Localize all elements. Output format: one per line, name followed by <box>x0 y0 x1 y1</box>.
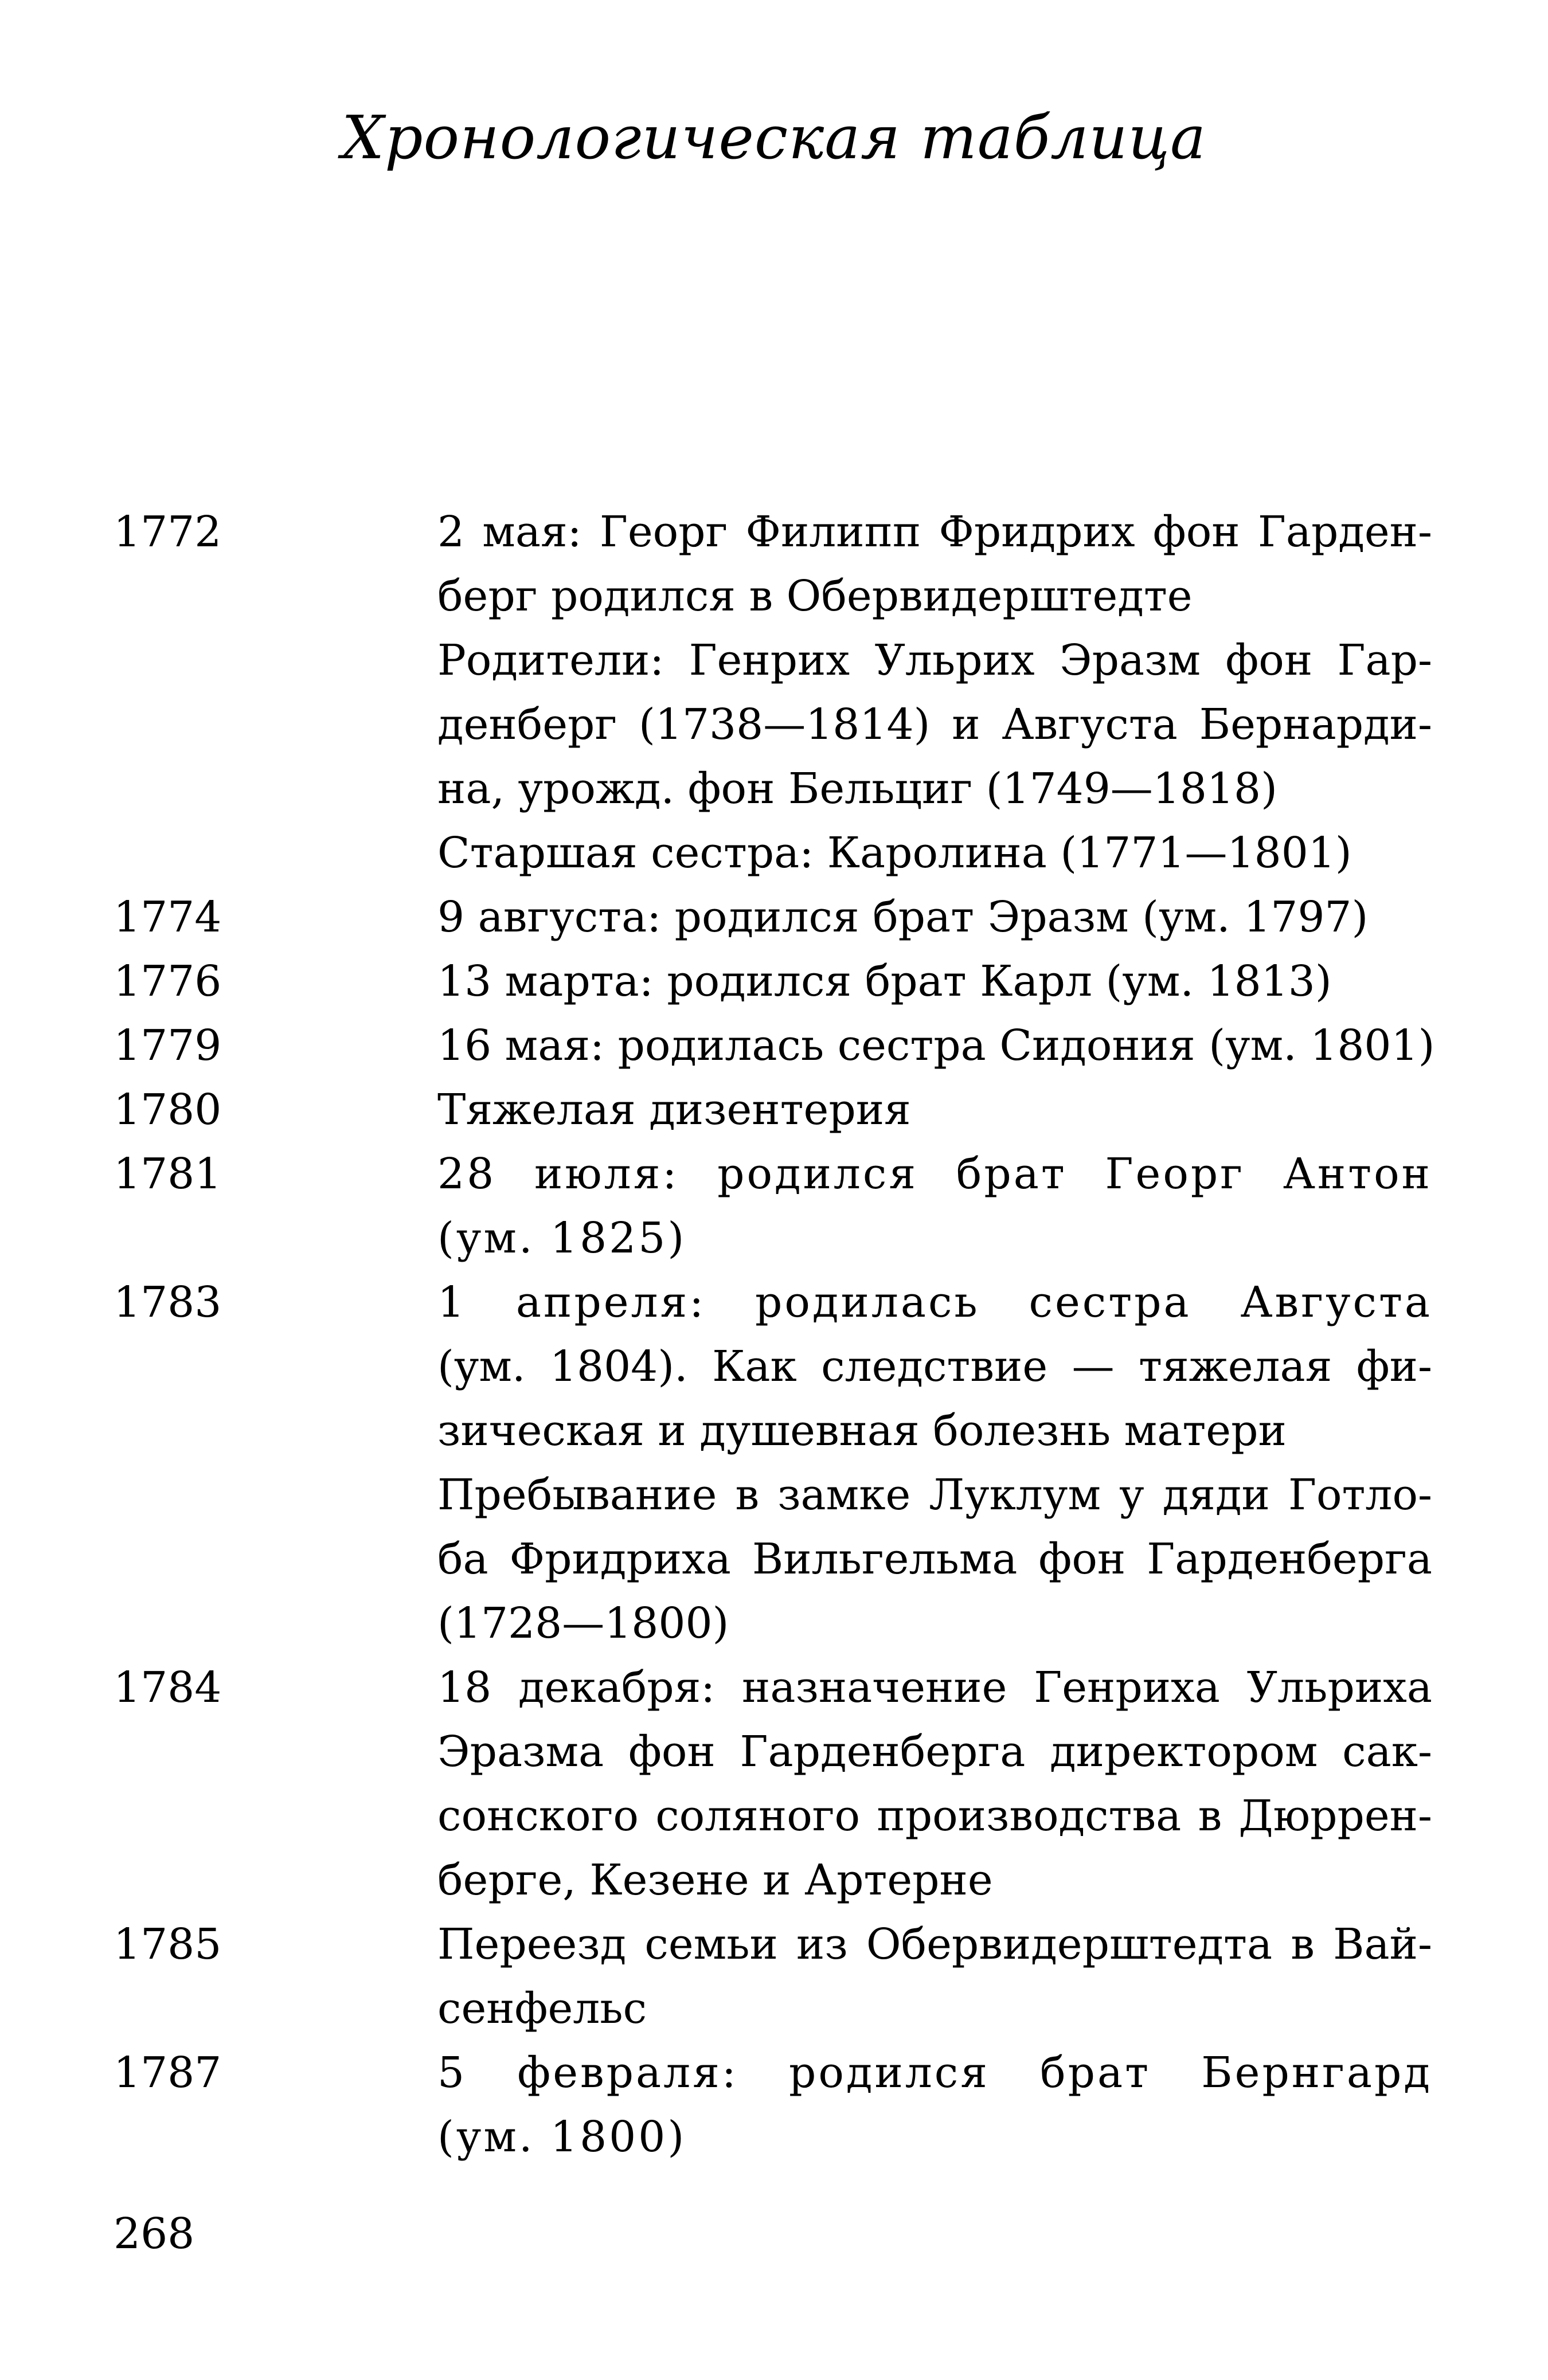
entry-year: 1783 <box>114 1278 222 1327</box>
chronology-entry <box>114 949 1432 1013</box>
entry-line: берге, Кезене и Артерне <box>437 1856 993 1905</box>
chronology-entry <box>114 1142 1432 1270</box>
entry-year: 1787 <box>114 2048 222 2097</box>
entry-line: на, урожд. фон Бельциг (1749—1818) <box>437 764 1278 813</box>
page-title: Хронологическая таблица <box>341 103 1207 173</box>
entry-text <box>437 1142 1432 1270</box>
entry-line: 16 мая: родилась сестра Сидония (ум. 1801) <box>437 1021 1435 1070</box>
entry-text <box>437 2041 1432 2169</box>
entry-year: 1785 <box>114 1920 222 1969</box>
entry-line: (ум. 1800) <box>437 2112 687 2162</box>
entry-text <box>437 1270 1432 1655</box>
entry-year: 1779 <box>114 1021 222 1070</box>
entry-text <box>437 1078 1432 1142</box>
entry-line: Родители: Генрих Ульрих Эразм фон Гар- <box>437 636 1432 685</box>
entry-year: 1781 <box>114 1149 222 1199</box>
entry-text <box>437 1655 1432 1912</box>
entry-line: берг родился в Обервидерштедте <box>437 571 1193 621</box>
entry-line: Эразма фон Гарденберга директором сак- <box>437 1727 1432 1776</box>
entry-line: Пребывание в замке Луклум у дяди Готло- <box>437 1470 1432 1520</box>
chronology-entry <box>114 1270 1432 1655</box>
entry-line: 9 августа: родился брат Эразм (ум. 1797) <box>437 892 1369 942</box>
entry-line: Тяжелая дизентерия <box>437 1085 911 1134</box>
entry-line: (ум. 1804). Как следствие — тяжелая фи- <box>437 1342 1432 1391</box>
entry-line: 5 февраля: родился брат Бернгард <box>437 2048 1432 2097</box>
entry-year: 1772 <box>114 507 222 557</box>
chronology-entry <box>114 885 1432 949</box>
entry-line: зическая и душевная болезнь матери <box>437 1406 1287 1455</box>
entry-year: 1780 <box>114 1085 222 1134</box>
entry-text <box>437 949 1432 1013</box>
entry-text <box>437 1013 1435 1078</box>
entry-line: 1 апреля: родилась сестра Августа <box>437 1278 1432 1327</box>
entry-text <box>437 885 1432 949</box>
chronology-entry <box>114 1655 1432 1912</box>
entry-line: 18 декабря: назначение Генриха Ульриха <box>437 1663 1432 1712</box>
entry-line: Переезд семьи из Обервидерштедта в Вай- <box>437 1920 1432 1969</box>
entry-line: (ум. 1825) <box>437 1214 687 1263</box>
page-number: 268 <box>114 2209 195 2258</box>
chronology-entry <box>114 1013 1435 1078</box>
chronology-entry <box>114 2041 1432 2169</box>
entry-line: ба Фридриха Вильгельма фон Гарденберга <box>437 1535 1432 1584</box>
entry-line: сенфельс <box>437 1984 647 2033</box>
entry-line: денберг (1738—1814) и Августа Бернарди- <box>437 700 1432 749</box>
entry-year: 1774 <box>114 892 222 942</box>
entry-line: (1728—1800) <box>437 1599 729 1648</box>
chronology-entry <box>114 1078 1432 1142</box>
chronology-entry <box>114 500 1432 885</box>
entry-line: Старшая сестра: Каролина (1771—1801) <box>437 828 1352 878</box>
entry-text <box>437 500 1432 885</box>
entry-year: 1784 <box>114 1663 222 1712</box>
entry-line: 13 марта: родился брат Карл (ум. 1813) <box>437 957 1332 1006</box>
chronology-entry <box>114 1912 1432 2041</box>
entry-line: сонского соляного производства в Дюррен- <box>437 1791 1432 1841</box>
entry-text <box>437 1912 1432 2041</box>
entry-line: 28 июля: родился брат Георг Антон <box>437 1149 1432 1199</box>
entry-year: 1776 <box>114 957 222 1006</box>
chronology-table <box>114 500 1435 2169</box>
entry-line: 2 мая: Георг Филипп Фридрих фон Гарден- <box>437 507 1432 557</box>
